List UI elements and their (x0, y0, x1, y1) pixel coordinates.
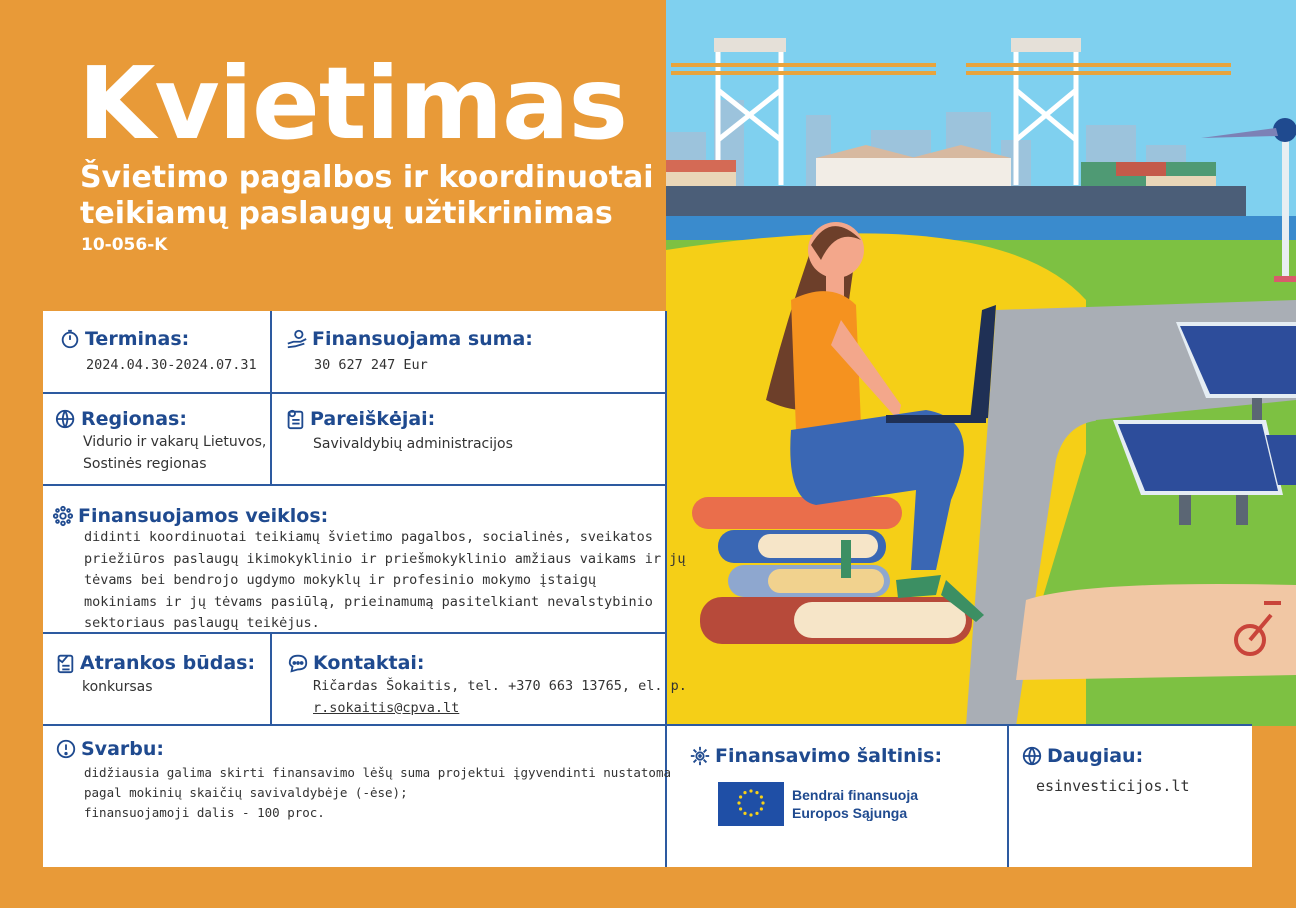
regionas-label-text: Regionas: (81, 408, 187, 430)
terminas-value: 2024.04.30-2024.07.31 (86, 357, 257, 373)
exclamation-circle-icon (55, 738, 77, 760)
divider (43, 724, 1252, 726)
atrankos-label-text: Atrankos būdas: (80, 652, 256, 674)
terminas-label (59, 327, 189, 351)
chat-bubble-icon (287, 652, 309, 674)
saltinis-label-text: Finansavimo šaltinis: (715, 745, 943, 767)
terminas-label-text: Terminas: (85, 328, 190, 350)
stopwatch-icon (59, 328, 81, 350)
svarbu-line: pagal mokinių skaičių savivaldybėje (-ėse); (84, 785, 408, 800)
atrankos-label (54, 651, 255, 675)
veiklos-text (84, 527, 685, 635)
svarbu-line: finansuojamoji dalis - 100 proc. (84, 805, 325, 820)
globe-pin-icon (55, 408, 77, 430)
www-globe-icon (1021, 745, 1043, 767)
kontaktai-line-1: Ričardas Šokaitis, tel. +370 663 13765, el. p. (313, 678, 687, 694)
svarbu-label (55, 737, 164, 761)
veiklos-label-text: Finansuojamos veiklos: (78, 505, 329, 527)
divider (270, 632, 272, 725)
subtitle (80, 160, 653, 232)
harbor-illustration (666, 0, 1296, 726)
regionas-value (83, 432, 266, 475)
regionas-line-1: Vidurio ir vakarų Lietuvos, (83, 434, 267, 450)
svarbu-text (84, 763, 671, 823)
saltinis-label (689, 744, 942, 768)
regionas-label (55, 407, 187, 431)
daugiau-label-text: Daugiau: (1047, 745, 1144, 767)
suma-label-text: Finansuojama suma: (312, 328, 533, 350)
page-title: Kvietimas (78, 45, 628, 162)
eu-cofinancing-text (792, 786, 918, 822)
divider (1007, 726, 1009, 867)
suma-label (286, 327, 533, 351)
pareiskejai-label (284, 407, 435, 431)
money-hand-icon (286, 328, 308, 350)
divider (43, 484, 666, 486)
atrankos-value: konkursas (82, 679, 153, 695)
divider (270, 311, 272, 484)
suma-value: 30 627 247 Eur (314, 357, 428, 373)
regionas-line-2: Sostinės regionas (83, 455, 207, 472)
pareiskejai-value: Savivaldybių administracijos (313, 436, 513, 452)
illustration-harbor-scene (666, 0, 1296, 726)
kontaktai-label (287, 651, 425, 675)
veiklos-line: priežiūros paslaugų ikimokyklinio ir priešmokyklinio amžiaus vaikams ir jų (84, 550, 686, 567)
call-code: 10-056-K (81, 235, 168, 255)
subtitle-line-2: teikiamų paslaugų užtikrinimas (80, 196, 613, 231)
eu-line-2: Europos Sąjunga (792, 805, 908, 821)
veiklos-line: sektoriaus paslaugų teikėjus. (84, 615, 320, 631)
network-icon (52, 505, 74, 527)
eu-flag-icon (718, 782, 784, 826)
svarbu-label-text: Svarbu: (81, 738, 164, 760)
veiklos-line: tėvams bei bendrojo ugdymo mokyklų ir profesinio mokymo įstaigų (84, 572, 597, 588)
email-link[interactable]: r.sokaitis@cpva.lt (313, 699, 460, 716)
svarbu-line: didžiausia galima skirti finansavimo lėšų suma projektui įgyvendinti nustatoma (84, 765, 671, 780)
veiklos-line: mokiniams ir jų tėvams pasiūlą, prieinamumą pasitelkiant nevalstybinio (84, 593, 653, 610)
clipboard-check-icon (54, 652, 76, 674)
daugiau-value[interactable]: esinvesticijos.lt (1036, 777, 1190, 795)
eu-line-1: Bendrai finansuoja (792, 787, 919, 803)
veiklos-line: didinti koordinuotai teikiamų švietimo pagalbos, socialinės, sveikatos (84, 529, 653, 545)
kontaktai-label-text: Kontaktai: (313, 652, 425, 674)
daugiau-label (1021, 744, 1143, 768)
kontaktai-value (313, 676, 687, 719)
veiklos-label (52, 504, 328, 528)
gear-network-icon (689, 745, 711, 767)
document-user-icon (284, 408, 306, 430)
divider (43, 392, 666, 394)
subtitle-line-1: Švietimo pagalbos ir koordinuotai (80, 160, 654, 195)
pareiskejai-label-text: Pareiškėjai: (310, 408, 436, 430)
